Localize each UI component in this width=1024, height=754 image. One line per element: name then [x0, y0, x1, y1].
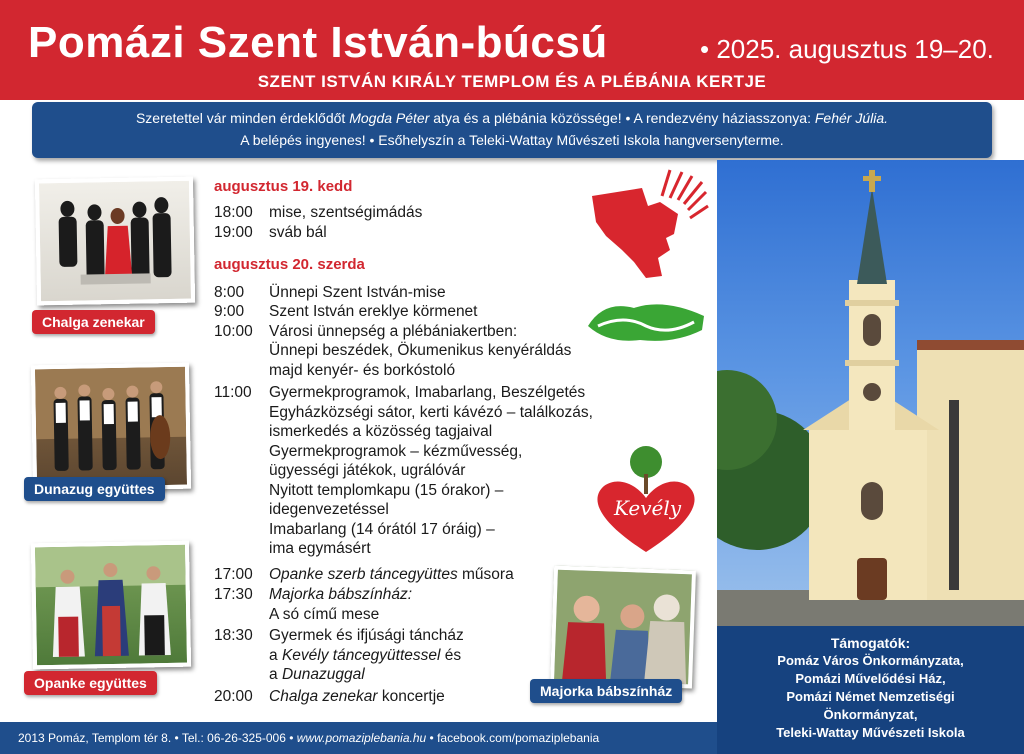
label-opanke: Opanke együttes [24, 671, 157, 695]
opanke-photo [31, 541, 191, 670]
green-hills-logo-icon [584, 296, 708, 346]
kevely-logo-text: Kevély [614, 496, 682, 520]
sponsor-line: Pomázi Német Nemzetiségi [786, 689, 955, 704]
sponsor-line: Pomáz Város Önkormányzata, [777, 653, 964, 668]
venue-subtitle: SZENT ISTVÁN KIRÁLY TEMPLOM ÉS A PLÉBÁNIA KERTJE [257, 72, 767, 91]
label-majorka: Majorka bábszínház [530, 679, 682, 703]
day-heading-1: augusztus 19. kedd [214, 178, 353, 195]
priest-name: Mogda Péter [349, 110, 430, 126]
label-dunazug: Dunazug együttes [24, 477, 165, 501]
sponsor-line: Pomázi Művelődési Ház, [795, 671, 946, 686]
sponsor-line: Teleki-Wattay Művészeti Iskola [776, 725, 965, 740]
info-bar [32, 102, 992, 158]
page-title: Pomázi Szent István-búcsú [28, 18, 608, 67]
saint-stephen-logo-icon [582, 166, 710, 280]
label-chalga: Chalga zenekar [32, 310, 155, 334]
church-photo [717, 160, 1024, 626]
kevely-logo [586, 440, 706, 558]
sponsors-title: Támogatók: [830, 635, 911, 651]
puppets-icon [554, 570, 692, 685]
majorka-puppet-photo [550, 566, 696, 689]
host-name: Fehér Júlia. [814, 110, 889, 126]
dancers-figures-icon [35, 545, 187, 666]
church-illustration-icon [717, 160, 1024, 626]
band-figures-icon [35, 367, 187, 488]
header-banner [0, 0, 1024, 100]
info-line-2: A belépés ingyenes! • Esőhelyszín a Teleki-Wattay Művészeti Iskola hangversenyterme. [240, 132, 784, 148]
website-link[interactable]: www.pomaziplebania.hu [296, 731, 427, 745]
band-figures-icon [39, 181, 191, 302]
footer-contact [0, 722, 717, 754]
info-line-1 [32, 107, 992, 129]
info-text: Szeretettel vár minden érdeklődőt [135, 110, 350, 126]
sponsor-line: Önkormányzat, [823, 707, 918, 722]
info-text: atya és a plébánia közössége! • A rendezvény háziasszonya: [429, 110, 815, 126]
day-heading-2: augusztus 20. szerda [214, 256, 365, 273]
facebook-link[interactable]: • facebook.com/pomaziplebania [426, 731, 600, 745]
footer-address: 2013 Pomáz, Templom tér 8. • Tel.: 06-26-325-006 • [18, 731, 297, 745]
chalga-photo [35, 177, 195, 306]
event-date: • 2025. augusztus 19–20. [700, 34, 994, 64]
dunazug-photo [31, 363, 191, 492]
sponsors-box [717, 626, 1024, 754]
